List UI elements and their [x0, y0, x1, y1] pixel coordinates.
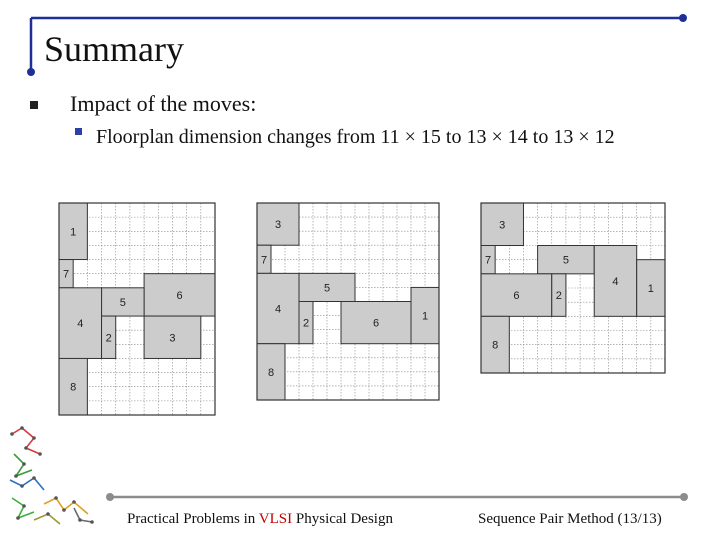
block-label-8: 8 — [70, 381, 77, 394]
block-label-3: 3 — [169, 332, 176, 345]
floorplan-13x14 — [256, 202, 440, 401]
block-label-4: 4 — [612, 275, 619, 288]
block-label-1: 1 — [421, 310, 429, 323]
small-blue-square-icon — [75, 128, 82, 135]
floorplan-11x15 — [58, 202, 216, 416]
footer-slide-info: Sequence Pair Method (13/13) — [478, 511, 662, 527]
block-label-7: 7 — [260, 254, 268, 267]
block-label-1: 1 — [647, 283, 654, 295]
square-bullet-icon — [30, 101, 38, 109]
block-label-3: 3 — [499, 219, 506, 232]
block-label-5: 5 — [119, 296, 126, 309]
block-label-8: 8 — [267, 366, 275, 379]
block-label-2: 2 — [105, 332, 112, 345]
block-label-1: 1 — [70, 226, 77, 239]
block-label-6: 6 — [513, 290, 520, 303]
block-label-8: 8 — [492, 339, 499, 352]
page-title: Summary — [44, 29, 184, 69]
block-label-5: 5 — [562, 254, 569, 267]
block-label-7: 7 — [63, 268, 70, 281]
block-label-7: 7 — [485, 254, 492, 267]
bullet-text-level1: Impact of the moves: — [70, 91, 257, 116]
bullet-text-level2: Floorplan dimension changes from 11 × 15 to 13 × 14 to 13 × 12 — [96, 126, 615, 148]
block-label-6: 6 — [372, 317, 380, 330]
block-label-4: 4 — [274, 303, 282, 316]
block-label-2: 2 — [302, 317, 310, 330]
tree-graph-logo — [4, 424, 104, 530]
block-label-4: 4 — [77, 318, 84, 331]
footer-course-title: Practical Problems in VLSI Physical Design — [127, 511, 393, 527]
block-label-2: 2 — [555, 290, 562, 303]
block-label-5: 5 — [323, 282, 331, 295]
block-label-6: 6 — [176, 289, 183, 302]
floorplan-13x12 — [480, 202, 666, 374]
block-label-3: 3 — [274, 219, 282, 232]
